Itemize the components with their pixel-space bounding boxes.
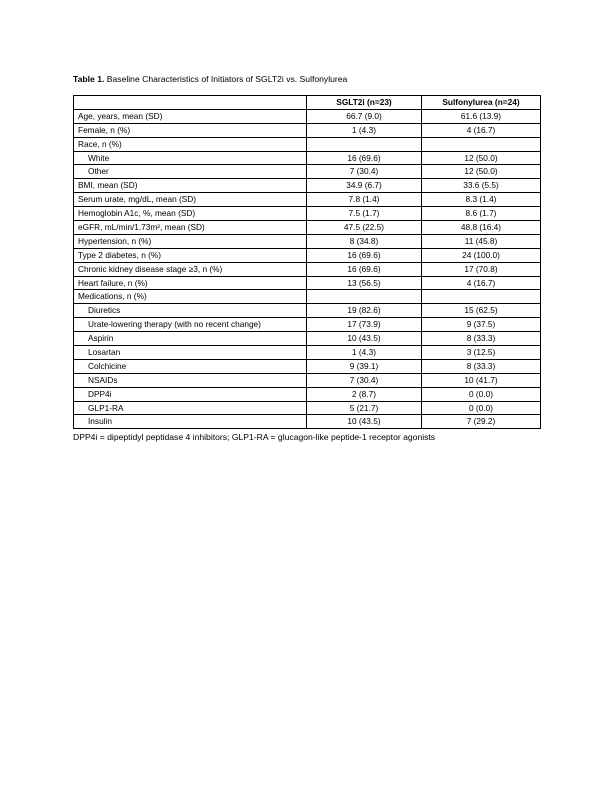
header-cell-label <box>74 96 307 110</box>
sulfonylurea-value: 48.8 (16.4) <box>422 221 541 235</box>
table-row <box>74 415 541 429</box>
table-row <box>74 346 541 360</box>
sulfonylurea-value: 8 (33.3) <box>422 332 541 346</box>
row-label: Chronic kidney disease stage ≥3, n (%) <box>74 262 307 276</box>
row-label: Age, years, mean (SD) <box>74 109 307 123</box>
sglt2i-value: 7.5 (1.7) <box>307 207 422 221</box>
row-label: Race, n (%) <box>74 137 307 151</box>
table-row <box>74 401 541 415</box>
sulfonylurea-value: 17 (70.8) <box>422 262 541 276</box>
row-label: Heart failure, n (%) <box>74 276 307 290</box>
sglt2i-value: 10 (43.5) <box>307 415 422 429</box>
sglt2i-value: 9 (39.1) <box>307 359 422 373</box>
row-label: Losartan <box>74 346 307 360</box>
sulfonylurea-value: 0 (0.0) <box>422 387 541 401</box>
sglt2i-value: 16 (69.6) <box>307 151 422 165</box>
header-cell-sglt2i: SGLT2i (n=23) <box>307 96 422 110</box>
sulfonylurea-value: 3 (12.5) <box>422 346 541 360</box>
sulfonylurea-value: 8.6 (1.7) <box>422 207 541 221</box>
table-row <box>74 332 541 346</box>
table-row <box>74 248 541 262</box>
table-caption-text: Baseline Characteristics of Initiators of SGLT2i vs. Sulfonylurea <box>104 74 348 84</box>
sglt2i-value: 16 (69.6) <box>307 262 422 276</box>
table-row <box>74 318 541 332</box>
sglt2i-value: 1 (4.3) <box>307 346 422 360</box>
sglt2i-value: 1 (4.3) <box>307 123 422 137</box>
row-label: Hypertension, n (%) <box>74 234 307 248</box>
row-label: eGFR, mL/min/1.73m², mean (SD) <box>74 221 307 235</box>
row-label: Hemoglobin A1c, %, mean (SD) <box>74 207 307 221</box>
sulfonylurea-value: 15 (62.5) <box>422 304 541 318</box>
row-label: GLP1-RA <box>74 401 307 415</box>
sulfonylurea-value: 10 (41.7) <box>422 373 541 387</box>
row-label: Urate-lowering therapy (with no recent change) <box>74 318 307 332</box>
sglt2i-value: 10 (43.5) <box>307 332 422 346</box>
sulfonylurea-value: 4 (16.7) <box>422 276 541 290</box>
table-row <box>74 373 541 387</box>
table-row <box>74 193 541 207</box>
sulfonylurea-value: 7 (29.2) <box>422 415 541 429</box>
sulfonylurea-value: 4 (16.7) <box>422 123 541 137</box>
table-row <box>74 179 541 193</box>
sglt2i-value: 66.7 (9.0) <box>307 109 422 123</box>
row-label: Female, n (%) <box>74 123 307 137</box>
sulfonylurea-value: 9 (37.5) <box>422 318 541 332</box>
sulfonylurea-value: 11 (45.8) <box>422 234 541 248</box>
table-row <box>74 262 541 276</box>
table-caption <box>73 73 347 85</box>
table-row <box>74 109 541 123</box>
baseline-characteristics-table <box>73 95 541 429</box>
row-label: NSAIDs <box>74 373 307 387</box>
row-label: Other <box>74 165 307 179</box>
sglt2i-value: 7 (30.4) <box>307 373 422 387</box>
header-cell-sulfonylurea: Sulfonylurea (n=24) <box>422 96 541 110</box>
table-row <box>74 276 541 290</box>
row-label: Medications, n (%) <box>74 290 307 304</box>
sulfonylurea-value <box>422 137 541 151</box>
row-label: Diuretics <box>74 304 307 318</box>
table-row <box>74 221 541 235</box>
table-row <box>74 151 541 165</box>
sulfonylurea-value: 61.6 (13.9) <box>422 109 541 123</box>
table-row <box>74 290 541 304</box>
table-row <box>74 304 541 318</box>
table-header-row <box>74 96 541 110</box>
table-row <box>74 387 541 401</box>
row-label: DPP4i <box>74 387 307 401</box>
row-label: BMI, mean (SD) <box>74 179 307 193</box>
row-label: Aspirin <box>74 332 307 346</box>
table-row <box>74 123 541 137</box>
row-label: White <box>74 151 307 165</box>
row-label: Insulin <box>74 415 307 429</box>
sulfonylurea-value: 8 (33.3) <box>422 359 541 373</box>
table-row <box>74 165 541 179</box>
row-label: Serum urate, mg/dL, mean (SD) <box>74 193 307 207</box>
sglt2i-value: 5 (21.7) <box>307 401 422 415</box>
table-row <box>74 207 541 221</box>
sulfonylurea-value <box>422 290 541 304</box>
sglt2i-value: 8 (34.8) <box>307 234 422 248</box>
table-caption-label: Table 1. <box>73 74 105 84</box>
row-label: Colchicine <box>74 359 307 373</box>
sglt2i-value: 17 (73.9) <box>307 318 422 332</box>
sglt2i-value <box>307 137 422 151</box>
sglt2i-value <box>307 290 422 304</box>
table-row <box>74 137 541 151</box>
sulfonylurea-value: 12 (50.0) <box>422 151 541 165</box>
sulfonylurea-value: 12 (50.0) <box>422 165 541 179</box>
sglt2i-value: 16 (69.6) <box>307 248 422 262</box>
sglt2i-value: 47.5 (22.5) <box>307 221 422 235</box>
table-row <box>74 234 541 248</box>
sglt2i-value: 7.8 (1.4) <box>307 193 422 207</box>
table-body <box>74 109 541 428</box>
sglt2i-value: 13 (56.5) <box>307 276 422 290</box>
row-label: Type 2 diabetes, n (%) <box>74 248 307 262</box>
sglt2i-value: 7 (30.4) <box>307 165 422 179</box>
sglt2i-value: 2 (8.7) <box>307 387 422 401</box>
sglt2i-value: 19 (82.6) <box>307 304 422 318</box>
table-footnote: DPP4i = dipeptidyl peptidase 4 inhibitors; GLP1-RA = glucagon-like peptide-1 receptor agonists <box>73 432 436 442</box>
sulfonylurea-value: 24 (100.0) <box>422 248 541 262</box>
sulfonylurea-value: 0 (0.0) <box>422 401 541 415</box>
sglt2i-value: 34.9 (6.7) <box>307 179 422 193</box>
sulfonylurea-value: 33.6 (5.5) <box>422 179 541 193</box>
table-row <box>74 359 541 373</box>
sulfonylurea-value: 8.3 (1.4) <box>422 193 541 207</box>
